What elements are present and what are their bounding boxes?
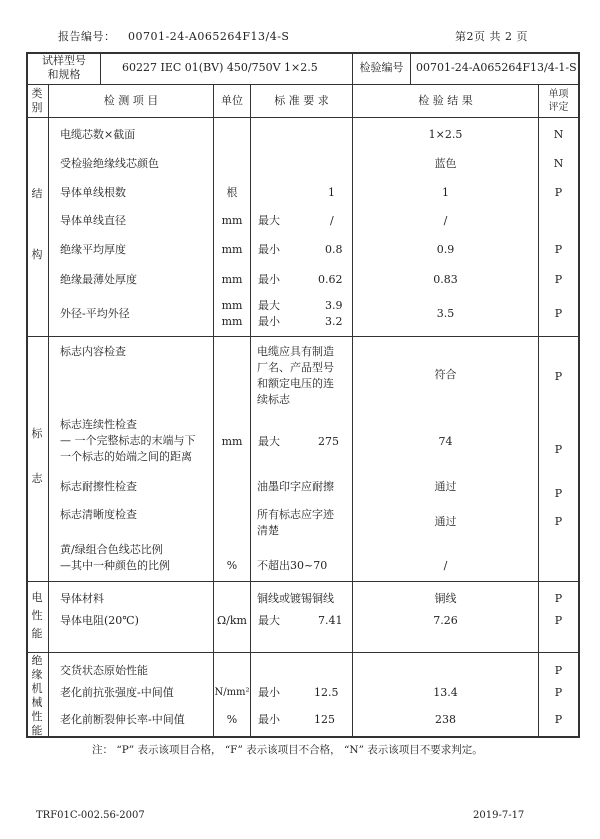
section-insulation-c4: 械 xyxy=(31,696,43,709)
standard-text: 清楚 xyxy=(257,524,279,537)
result-value: 3.5 xyxy=(436,307,455,320)
standard-value: / xyxy=(330,214,334,227)
item-label: 标志清晰度检查 xyxy=(60,508,137,521)
col-standard: 标 准 要 求 xyxy=(274,94,329,107)
unit-value: 根 xyxy=(226,186,238,199)
col-result: 检 验 结 果 xyxy=(418,94,473,107)
item-label: 黄/绿组合色线芯比例 xyxy=(60,543,163,556)
standard-label: 最小 xyxy=(258,686,280,699)
verdict-value: P xyxy=(554,443,563,456)
unit-value: Ω/km xyxy=(217,614,247,627)
item-label: — 一个完整标志的末端与下 xyxy=(60,434,196,447)
report-date: 2019-7-17 xyxy=(473,810,525,821)
section-structure-c2: 构 xyxy=(31,248,43,261)
result-value: 通过 xyxy=(434,515,457,528)
standard-value: 0.62 xyxy=(318,273,343,286)
sample-model-value: 60227 IEC 01(BV) 450/750V 1×2.5 xyxy=(122,61,318,74)
item-label: 交货状态原始性能 xyxy=(60,664,148,677)
standard-value: 1 xyxy=(328,186,335,199)
standard-label: 最大 xyxy=(258,435,280,448)
standard-label: 最小 xyxy=(258,315,280,328)
standard-text: 和额定电压的连 xyxy=(257,377,334,390)
result-value: 13.4 xyxy=(433,686,458,699)
sample-model-label: 试样型号 xyxy=(42,54,86,67)
item-label: 标志连续性检查 xyxy=(60,418,137,431)
standard-label: 最大 xyxy=(258,214,280,227)
item-label: 外径-平均外径 xyxy=(60,307,130,320)
standard-value: 12.5 xyxy=(314,686,339,699)
item-label: —其中一种颜色的比例 xyxy=(60,559,170,572)
standard-label: 最大 xyxy=(258,299,280,312)
section-electrical-c1: 电 xyxy=(31,591,43,604)
result-value: 铜线 xyxy=(434,592,457,605)
standard-text: 不超出30~70 xyxy=(257,559,328,572)
legend-note: 注： “P” 表示该项目合格， “F” 表示该项目不合格， “N” 表示该项目不要求判定。 xyxy=(92,744,483,756)
col-verdict-2: 评定 xyxy=(548,102,569,113)
item-label: 绝缘平均厚度 xyxy=(60,243,126,256)
report-number: 00701-24-A065264F13/4-S xyxy=(128,30,290,43)
result-value: 1 xyxy=(442,186,449,199)
unit-value: % xyxy=(226,713,238,726)
test-number-label: 检验编号 xyxy=(359,61,404,74)
verdict-value: P xyxy=(554,592,563,605)
section-electrical-c3: 能 xyxy=(31,627,43,640)
result-value: 符合 xyxy=(434,368,457,381)
standard-text: 厂名、产品型号 xyxy=(257,361,334,374)
standard-value: 7.41 xyxy=(318,614,343,627)
verdict-value: N xyxy=(553,128,564,141)
section-insulation-c2: 缘 xyxy=(31,668,43,681)
section-insulation-c5: 性 xyxy=(31,710,43,723)
verdict-value: P xyxy=(554,186,563,199)
verdict-value: P xyxy=(554,713,563,726)
item-label: 绝缘最薄处厚度 xyxy=(60,273,137,286)
unit-value: mm xyxy=(221,273,243,286)
report-number-label: 报告编号： xyxy=(58,30,116,43)
standard-text: 铜线或镀锡铜线 xyxy=(257,592,334,605)
result-value: 蓝色 xyxy=(434,157,457,170)
form-code: TRF01C-002.56-2007 xyxy=(36,810,145,821)
item-label: 老化前抗张强度-中间值 xyxy=(60,686,174,699)
item-label: 电缆芯数×截面 xyxy=(60,128,136,141)
verdict-value: P xyxy=(554,686,563,699)
verdict-value: P xyxy=(554,487,563,500)
unit-value: N/mm² xyxy=(214,687,250,698)
item-label: 导体单线根数 xyxy=(60,186,126,199)
verdict-value: P xyxy=(554,664,563,677)
standard-value: 0.8 xyxy=(325,243,343,256)
standard-label: 最小 xyxy=(258,713,280,726)
verdict-value: P xyxy=(554,273,563,286)
item-label: 导体电阻(20℃) xyxy=(60,614,139,627)
standard-value: 3.2 xyxy=(325,315,343,328)
col-item: 检 测 项 目 xyxy=(103,94,159,107)
item-label: 受检验绝缘线芯颜色 xyxy=(60,157,159,170)
unit-value: % xyxy=(226,559,238,572)
verdict-value: P xyxy=(554,370,563,383)
standard-value: 3.9 xyxy=(325,299,343,312)
unit-value: mm xyxy=(221,214,243,227)
result-value: 238 xyxy=(435,713,456,726)
standard-text: 续标志 xyxy=(257,393,290,406)
verdict-value: P xyxy=(554,307,563,320)
result-value: 通过 xyxy=(434,480,457,493)
standard-value: 275 xyxy=(318,435,339,448)
section-marking-c2: 志 xyxy=(31,472,43,485)
col-category-2: 别 xyxy=(31,101,43,114)
standard-value: 125 xyxy=(314,713,335,726)
item-label: 老化前断裂伸长率-中间值 xyxy=(60,713,185,726)
unit-value: mm xyxy=(221,435,243,448)
result-value: 74 xyxy=(438,435,453,448)
verdict-value: N xyxy=(553,157,564,170)
standard-label: 最小 xyxy=(258,273,280,286)
section-marking-c1: 标 xyxy=(31,427,43,440)
col-unit: 单位 xyxy=(221,94,243,107)
result-value: 7.26 xyxy=(433,614,458,627)
verdict-value: P xyxy=(554,614,563,627)
verdict-value: P xyxy=(554,243,563,256)
item-label: 导体单线直径 xyxy=(60,214,126,227)
standard-label: 最小 xyxy=(258,243,280,256)
page-info: 第2页 共 2 页 xyxy=(455,30,528,43)
standard-text: 油墨印字应耐擦 xyxy=(257,480,334,493)
section-insulation-c1: 绝 xyxy=(31,654,43,667)
sample-model-label-2: 和规格 xyxy=(47,68,81,81)
standard-text: 电缆应具有制造 xyxy=(257,345,334,358)
section-insulation-c6: 能 xyxy=(31,724,43,737)
item-label: 导体材料 xyxy=(60,592,104,605)
verdict-value: P xyxy=(554,515,563,528)
unit-value: mm xyxy=(221,243,243,256)
item-label: 标志耐擦性检查 xyxy=(60,480,137,493)
section-insulation-c3: 机 xyxy=(31,682,43,695)
section-structure-c1: 结 xyxy=(31,187,43,200)
col-category: 类 xyxy=(31,87,43,100)
unit-value: mm xyxy=(221,299,243,312)
col-verdict: 单项 xyxy=(548,89,569,100)
standard-label: 最大 xyxy=(258,614,280,627)
result-value: 1×2.5 xyxy=(428,128,463,141)
item-label: 标志内容检查 xyxy=(60,345,126,358)
item-label: 一个标志的始端之间的距离 xyxy=(60,450,192,463)
section-electrical-c2: 性 xyxy=(31,609,43,622)
test-number: 00701-24-A065264F13/4-1-S xyxy=(416,61,577,74)
result-value: / xyxy=(443,214,448,227)
result-value: 0.9 xyxy=(436,243,455,256)
result-value: / xyxy=(443,559,448,572)
standard-text: 所有标志应字迹 xyxy=(257,508,334,521)
unit-value: mm xyxy=(221,315,243,328)
result-value: 0.83 xyxy=(433,273,458,286)
